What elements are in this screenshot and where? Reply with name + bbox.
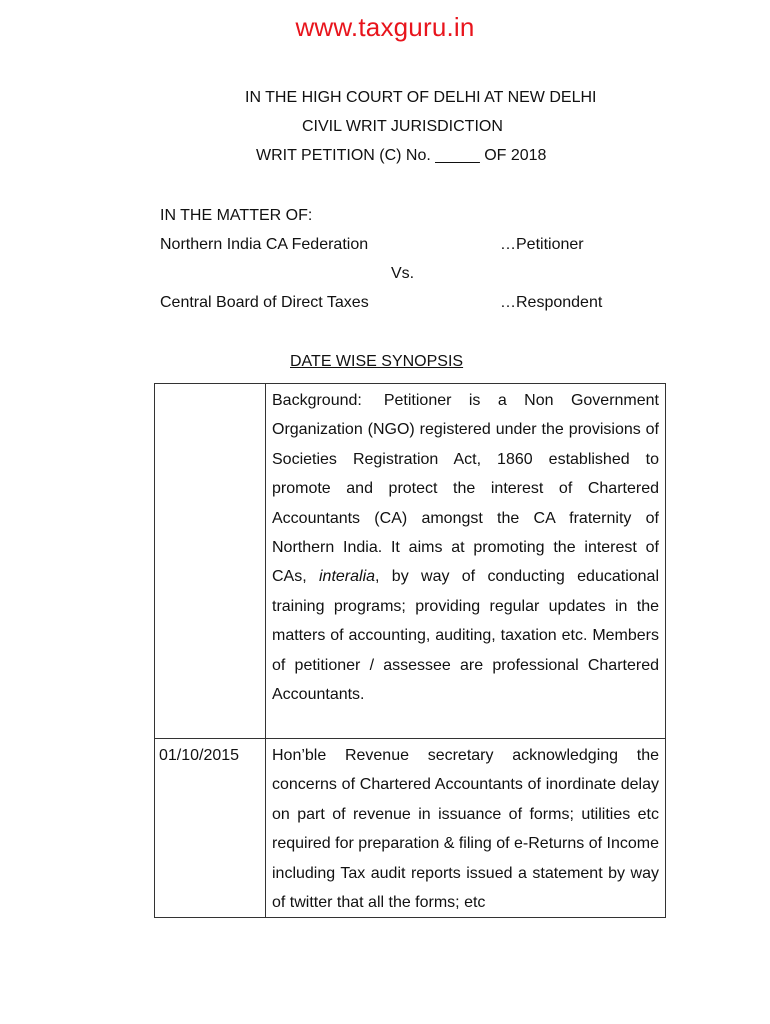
synopsis-date — [155, 384, 266, 739]
respondent-name: Central Board of Direct Taxes — [160, 294, 369, 311]
background-text: Petitioner is a Non Government Organization (NGO) registered under the provisions of Societies Registration Act, 1860 established to promote and protect the interest of Chartered Accountants (CA) amongst the CA fraternity of Northern India. It aims at promoting the interest of CAs, — [272, 392, 659, 586]
watermark: www.taxguru.in — [295, 12, 475, 42]
synopsis-event — [266, 739, 666, 918]
court-title: IN THE HIGH COURT OF DELHI AT NEW DELHI — [245, 89, 597, 106]
petitioner-name: Northern India CA Federation — [160, 236, 369, 253]
jurisdiction-title: CIVIL WRIT JURISDICTION — [302, 118, 503, 135]
respondent-role: …Respondent — [500, 294, 603, 311]
background-text-continued: , by way of conducting educational training programs; providing regular updates in the matters of accounting, auditing, taxation etc. Members of petitioner / assessee are professional Chartered Accountants. — [272, 568, 659, 704]
synopsis-date: 01/10/2015 — [155, 739, 266, 918]
event-text: Hon’ble Revenue secretary acknowledging the concerns of Chartered Accountants of inordinate delay on part of revenue in issuance of forms; utilities etc required for preparation & filing of e-Returns of Income including Tax audit reports issued a statement by way of twitter that all the forms; etc — [272, 747, 659, 912]
synopsis-row — [155, 384, 666, 739]
background-label: Background: — [272, 392, 362, 409]
synopsis-table — [154, 383, 666, 918]
petitioner-role: …Petitioner — [500, 236, 584, 253]
in-the-matter-heading: IN THE MATTER OF: — [160, 207, 313, 224]
synopsis-row — [155, 739, 666, 918]
petition-number: WRIT PETITION (C) No. _____ OF 2018 — [256, 147, 547, 164]
synopsis-title: DATE WISE SYNOPSIS — [290, 353, 464, 370]
background-italic: interalia — [319, 568, 376, 586]
versus: Vs. — [391, 265, 415, 282]
synopsis-event — [266, 384, 666, 739]
